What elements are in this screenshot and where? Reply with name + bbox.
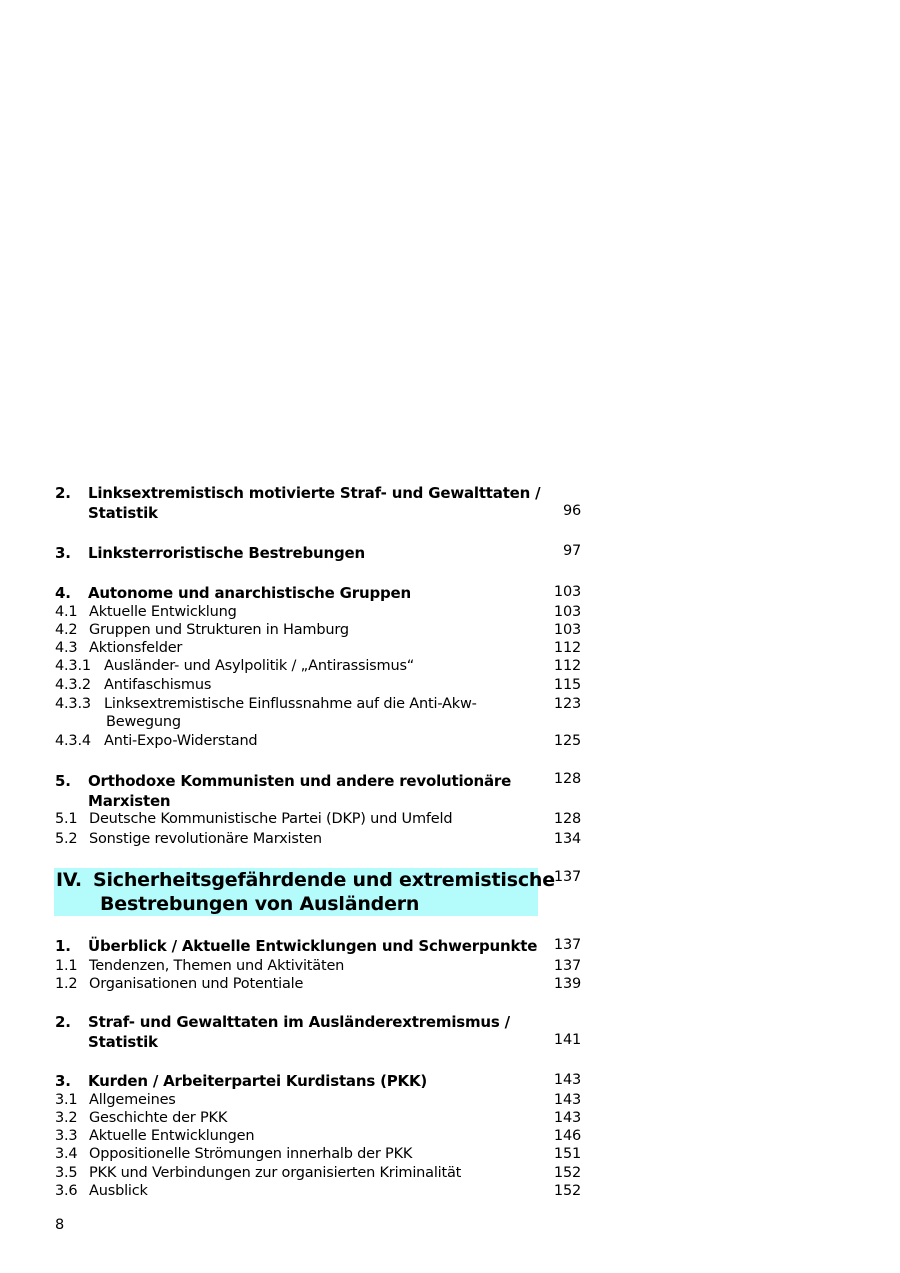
toc-s3-title: Linksterroristische Bestrebungen xyxy=(88,544,365,562)
chapter-iv-number: IV. xyxy=(56,869,82,891)
toc-item-title: Allgemeines xyxy=(89,1092,176,1108)
toc-item-number: 1.1 xyxy=(55,958,78,974)
toc-s5-page: 128 xyxy=(553,771,581,787)
toc-item-title: Tendenzen, Themen und Aktivitäten xyxy=(89,958,345,974)
toc-item-page: 115 xyxy=(553,677,581,693)
toc-item-number: 4.3.1 xyxy=(55,658,91,674)
toc-item-page: 143 xyxy=(553,1092,581,1108)
toc-item-title: Aktuelle Entwicklung xyxy=(89,604,237,620)
toc-item-page: 137 xyxy=(553,958,581,974)
toc-item-page: 139 xyxy=(553,976,581,992)
toc-item-page: 152 xyxy=(553,1183,581,1199)
toc-item-title: Deutsche Kommunistische Partei (DKP) und Umfeld xyxy=(89,811,453,827)
toc-item-number: 5.2 xyxy=(55,831,78,847)
toc-item-title: Ausblick xyxy=(89,1183,148,1199)
toc-c1-page: 137 xyxy=(553,937,581,953)
toc-item-page: 151 xyxy=(553,1146,581,1162)
toc-item-number: 3.1 xyxy=(55,1092,78,1108)
toc-item-number: 3.3 xyxy=(55,1128,78,1144)
toc-item-title: Aktionsfelder xyxy=(89,640,183,656)
toc-item-title: Linksextremistische Einflussnahme auf die Anti-Akw- xyxy=(104,696,477,712)
toc-s3-number: 3. xyxy=(55,544,71,562)
chapter-iv-title-line1: Sicherheitsgefährdende und extremistische xyxy=(93,869,555,891)
toc-item-title: Organisationen und Potentiale xyxy=(89,976,304,992)
toc-s4-page: 103 xyxy=(553,584,581,600)
toc-item-title: Anti-Expo-Widerstand xyxy=(104,733,258,749)
toc-s3-page: 97 xyxy=(562,543,581,559)
toc-c3-page: 143 xyxy=(553,1072,581,1088)
toc-item-title: Ausländer- und Asylpolitik / „Antirassismus“ xyxy=(104,658,415,674)
toc-item-page: 103 xyxy=(553,604,581,620)
toc-item-number: 3.6 xyxy=(55,1183,78,1199)
chapter-iv-title-line2: Bestrebungen von Ausländern xyxy=(100,893,420,915)
toc-s2-title-line2: Statistik xyxy=(88,504,158,522)
toc-s5-title-line1: Orthodoxe Kommunisten und andere revolutionäre xyxy=(88,772,512,790)
toc-item-number: 3.5 xyxy=(55,1165,78,1181)
toc-item-title: Gruppen und Strukturen in Hamburg xyxy=(89,622,349,638)
toc-item-page: 103 xyxy=(553,622,581,638)
toc-s5-title-line2: Marxisten xyxy=(88,792,171,810)
toc-c1-number: 1. xyxy=(55,937,71,955)
toc-item-page: 112 xyxy=(553,658,581,674)
toc-s5-number: 5. xyxy=(55,772,71,790)
toc-c2-number: 2. xyxy=(55,1013,71,1031)
toc-item-page: 146 xyxy=(553,1128,581,1144)
toc-item-number: 4.3.2 xyxy=(55,677,91,693)
toc-c1-title: Überblick / Aktuelle Entwicklungen und Schwerpunkte xyxy=(88,937,538,955)
toc-item-page: 152 xyxy=(553,1165,581,1181)
toc-c3-title: Kurden / Arbeiterpartei Kurdistans (PKK) xyxy=(88,1072,428,1090)
page-number: 8 xyxy=(55,1217,65,1233)
toc-item-title-line2: Bewegung xyxy=(106,714,181,730)
toc-item-page: 125 xyxy=(553,733,581,749)
toc-s4-number: 4. xyxy=(55,584,71,602)
toc-item-title: Sonstige revolutionäre Marxisten xyxy=(89,831,322,847)
toc-item-page: 134 xyxy=(553,831,581,847)
toc-item-number: 1.2 xyxy=(55,976,78,992)
toc-c2-page: 141 xyxy=(553,1032,581,1048)
toc-item-number: 4.3.3 xyxy=(55,696,91,712)
toc-item-title: Antifaschismus xyxy=(104,677,212,693)
toc-item-number: 3.2 xyxy=(55,1110,78,1126)
toc-c3-number: 3. xyxy=(55,1072,71,1090)
toc-s2-number: 2. xyxy=(55,484,71,502)
toc-c2-title-line2: Statistik xyxy=(88,1033,158,1051)
toc-item-title: Geschichte der PKK xyxy=(89,1110,228,1126)
toc-item-page: 123 xyxy=(553,696,581,712)
toc-item-title: Oppositionelle Strömungen innerhalb der PKK xyxy=(89,1146,413,1162)
toc-s2-title-line1: Linksextremistisch motivierte Straf- und Gewalttaten / xyxy=(88,484,541,502)
toc-item-number: 4.1 xyxy=(55,604,78,620)
chapter-iv-page: 137 xyxy=(553,869,581,885)
toc-item-number: 4.3.4 xyxy=(55,733,91,749)
toc-item-page: 143 xyxy=(553,1110,581,1126)
toc-item-number: 4.3 xyxy=(55,640,78,656)
toc-item-title: PKK und Verbindungen zur organisierten Kriminalität xyxy=(89,1165,462,1181)
toc-item-title: Aktuelle Entwicklungen xyxy=(89,1128,255,1144)
toc-item-number: 5.1 xyxy=(55,811,78,827)
toc-s4-title: Autonome und anarchistische Gruppen xyxy=(88,584,411,602)
toc-s2-page: 96 xyxy=(562,503,581,519)
toc-c2-title-line1: Straf- und Gewalttaten im Ausländerextremismus / xyxy=(88,1013,510,1031)
toc-item-page: 112 xyxy=(553,640,581,656)
toc-item-page: 128 xyxy=(553,811,581,827)
toc-item-number: 4.2 xyxy=(55,622,78,638)
toc-item-number: 3.4 xyxy=(55,1146,78,1162)
